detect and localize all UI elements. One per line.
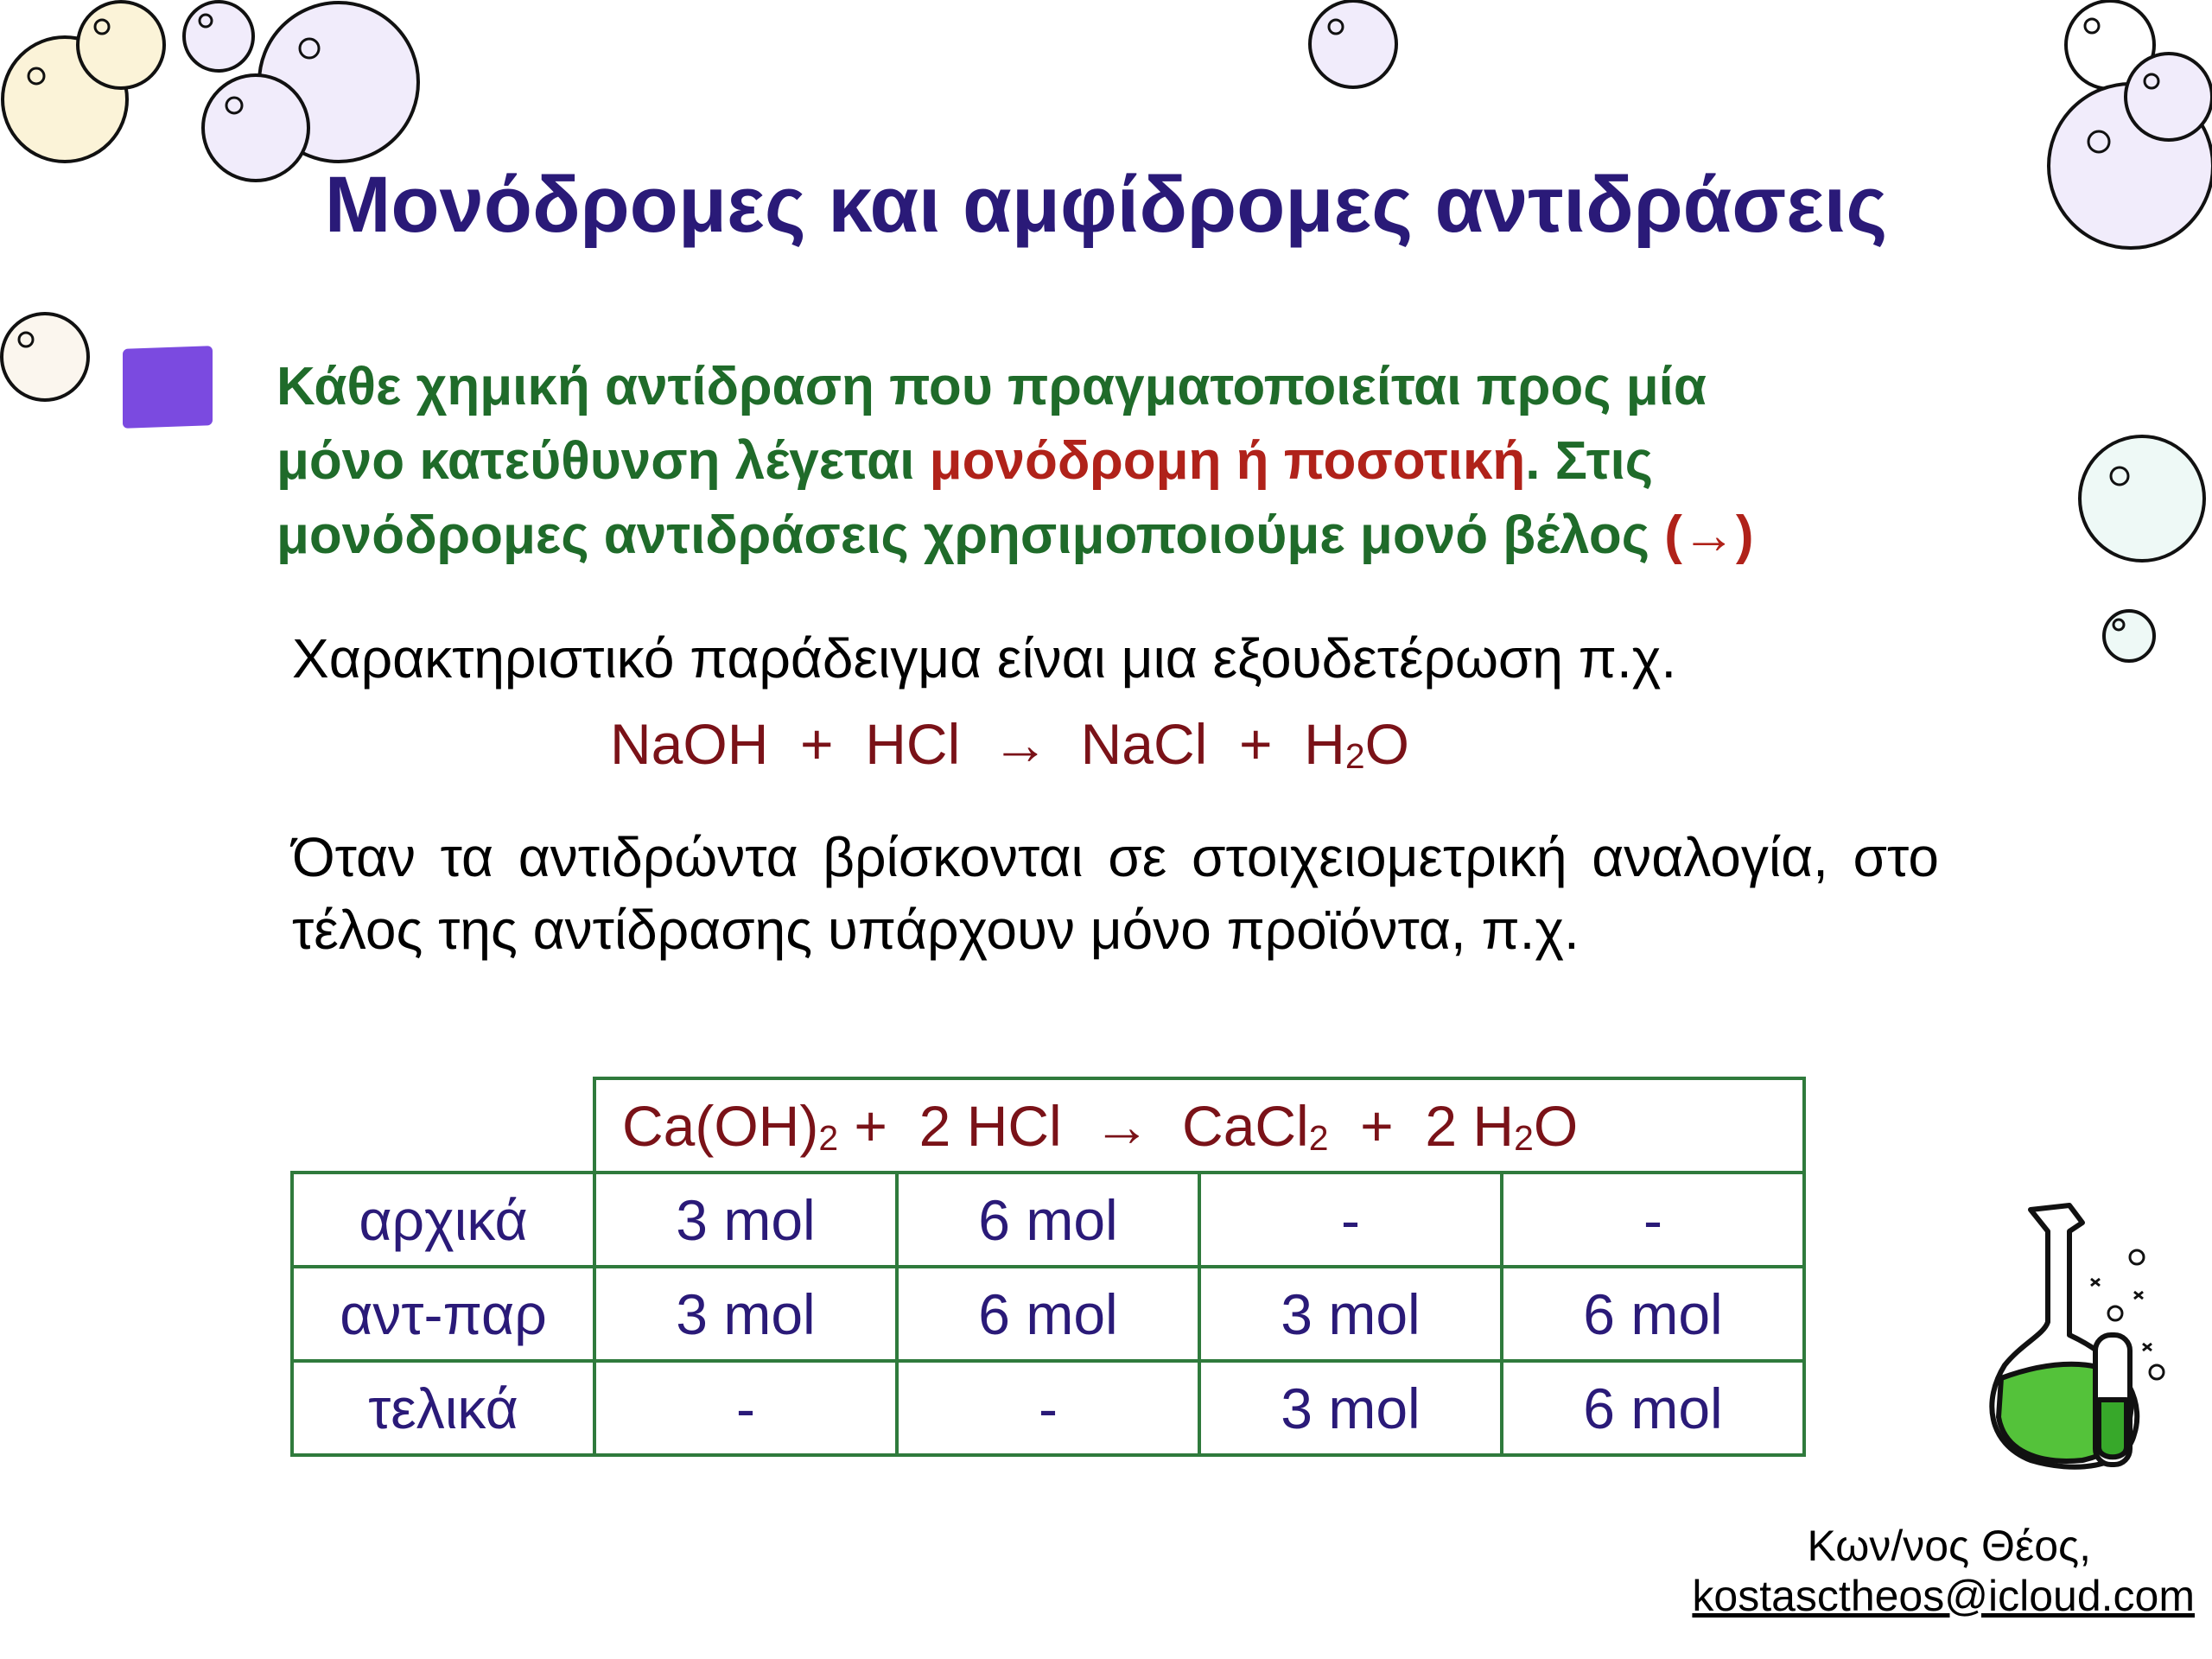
row-label: αρχικά xyxy=(292,1173,594,1267)
table-cell: 6 mol xyxy=(897,1267,1199,1361)
bullet-text xyxy=(276,350,1987,573)
table-cell: - xyxy=(1502,1173,1804,1267)
eq-sub: 2 xyxy=(1514,1117,1534,1158)
table-cell: 6 mol xyxy=(897,1173,1199,1267)
table-row xyxy=(292,1173,1804,1267)
table-cell: - xyxy=(594,1361,897,1455)
eq-part: + 2 HCl → CaCl xyxy=(838,1093,1309,1158)
table-equation xyxy=(594,1078,1804,1173)
slide-title: Μονόδρομες και αμφίδρομες αντιδράσεις xyxy=(324,161,1888,249)
bullet-highlight: μονόδρομη ή ποσοτική xyxy=(929,431,1526,491)
table-row xyxy=(292,1361,1804,1455)
equation-left: NaOH + HCl → NaCl + H xyxy=(610,712,1345,776)
table-cell: - xyxy=(1199,1173,1502,1267)
author-name: Κων/νος Θέος, xyxy=(1807,1522,2091,1570)
eq-part: + 2 H xyxy=(1328,1093,1515,1158)
equation-right: O xyxy=(1364,712,1409,776)
bullet-line-2: μόνο κατεύθυνση λέγεται xyxy=(276,431,930,491)
table-cell: - xyxy=(897,1361,1199,1455)
table-cell: 3 mol xyxy=(1199,1361,1502,1455)
eq-sub: 2 xyxy=(1308,1117,1329,1158)
bullet-line-2-end: . Στις xyxy=(1525,431,1654,491)
eq-part: Ca(OH) xyxy=(622,1093,819,1158)
author-email-link[interactable]: kostasctheos@icloud.com xyxy=(1692,1572,2195,1620)
table-row xyxy=(292,1267,1804,1361)
bullet-arrow: (→) xyxy=(1664,505,1754,565)
stoichiometry-table xyxy=(290,1077,1806,1457)
table-cell: 3 mol xyxy=(594,1267,897,1361)
eq-sub: 2 xyxy=(818,1117,839,1158)
bullet-line-1: Κάθε χημική αντίδραση που πραγματοποιείται προς μία xyxy=(276,357,1707,416)
row-label: αντ-παρ xyxy=(292,1267,594,1361)
stoichiometry-paragraph: Όταν τα αντιδρώντα βρίσκονται σε στοιχειομετρική αναλογία, στο τέλος της αντίδρασης υπάρχουν μόνο προϊόντα, π.χ. xyxy=(292,826,1939,961)
table-header-row xyxy=(292,1078,1804,1173)
row-label: τελικά xyxy=(292,1361,594,1455)
table-cell: 6 mol xyxy=(1502,1267,1804,1361)
table-cell: 3 mol xyxy=(594,1173,897,1267)
eq-part: O xyxy=(1533,1093,1579,1158)
equation-subscript: 2 xyxy=(1344,735,1365,776)
table-cell: 6 mol xyxy=(1502,1361,1804,1455)
bullet-line-3: μονόδρομες αντιδράσεις χρησιμοποιούμε μονό βέλος xyxy=(276,505,1665,565)
bullet-square-icon xyxy=(123,346,213,429)
neutralization-equation xyxy=(610,711,1409,777)
example-paragraph: Χαρακτηριστικό παράδειγμα είναι μια εξουδετέρωση π.χ. xyxy=(292,627,1677,690)
table-corner xyxy=(292,1078,594,1173)
table-cell: 3 mol xyxy=(1199,1267,1502,1361)
